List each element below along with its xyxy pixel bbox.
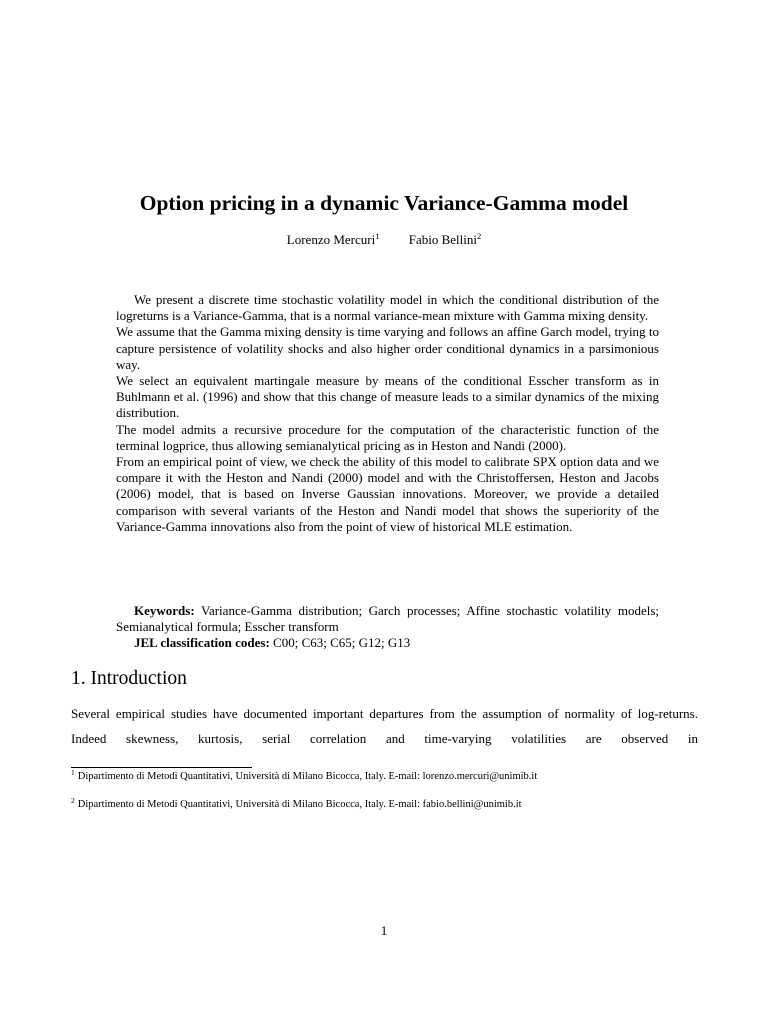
footnote-mark: 2	[71, 796, 75, 805]
keywords-line	[116, 603, 659, 635]
abstract	[116, 292, 659, 535]
jel-label: JEL classification codes:	[134, 635, 270, 651]
keywords-label: Keywords:	[134, 603, 195, 618]
footnote-2	[71, 798, 522, 812]
keywords-text: Variance-Gamma distribution; Garch processes; Affine stochastic volatility models; Semianalytical formula; Esscher transform	[116, 603, 660, 635]
section-heading-introduction: 1. Introduction	[71, 668, 187, 689]
author-footnote-mark: 2	[476, 231, 482, 241]
footnote-text: Dipartimento di Metodi Quantitativi, Università di Milano Bicocca, Italy. E-mail: fabio.bellini@unimib.it	[77, 799, 522, 810]
keywords-block	[116, 603, 659, 652]
abstract-paragraph: The model admits a recursive procedure for the computation of the characteristic function of the terminal logprice, thus allowing semianalytical pricing as in Heston and Nandi (2000).	[116, 421, 659, 453]
introduction-paragraph: Several empirical studies have documented important departures from the assumption of normality of log-returns. Indeed skewness, kurtosis, serial correlation and time-varying volatilities are observed in	[71, 706, 698, 746]
author-2	[409, 232, 482, 248]
footnote-1	[71, 770, 537, 784]
page-number: 1	[380, 923, 388, 938]
abstract-paragraph: We select an equivalent martingale measure by means of the conditional Esscher transform as in Buhlmann et al. (1996) and show that this change of measure leads to a similar dynamics of the mixing distribution.	[116, 373, 659, 421]
author-list	[0, 232, 768, 248]
author-name: Lorenzo Mercuri	[286, 232, 376, 247]
footnote-divider	[71, 767, 252, 768]
jel-line	[116, 635, 659, 651]
footnote-mark: 1	[71, 768, 75, 777]
footnote-text: Dipartimento di Metodi Quantitativi, Università di Milano Bicocca, Italy. E-mail: lorenzo.mercuri@unimib.it	[77, 771, 538, 782]
author-footnote-mark: 1	[375, 231, 380, 241]
paper-title: Option pricing in a dynamic Variance-Gamma model	[139, 191, 629, 216]
abstract-paragraph: We assume that the Gamma mixing density is time varying and follows an affine Garch model, trying to capture persistence of volatility shocks and also higher order conditional dynamics in a parsimonious way.	[116, 324, 659, 372]
author-1	[287, 232, 380, 248]
jel-codes: C00; C63; C65; G12; G13	[273, 635, 411, 651]
abstract-paragraph: From an empirical point of view, we check the ability of this model to calibrate SPX option data and we compare it with the Heston and Nandi (2000) model and with the Christoffersen, Heston and Jacobs (2006) model, that is based on Inverse Gaussian innovations. Moreover, we provide a detailed comparison with several variants of the Heston and Nandi model that shows the superiority of the Variance-Gamma innovations also from the point of view of historical MLE estimation.	[116, 454, 659, 534]
abstract-paragraph: We present a discrete time stochastic volatility model in which the conditional distribution of the logreturns is a Variance-Gamma, that is a normal variance-mean mixture with Gamma mixing density.	[116, 292, 659, 324]
author-name: Fabio Bellini	[408, 232, 477, 247]
